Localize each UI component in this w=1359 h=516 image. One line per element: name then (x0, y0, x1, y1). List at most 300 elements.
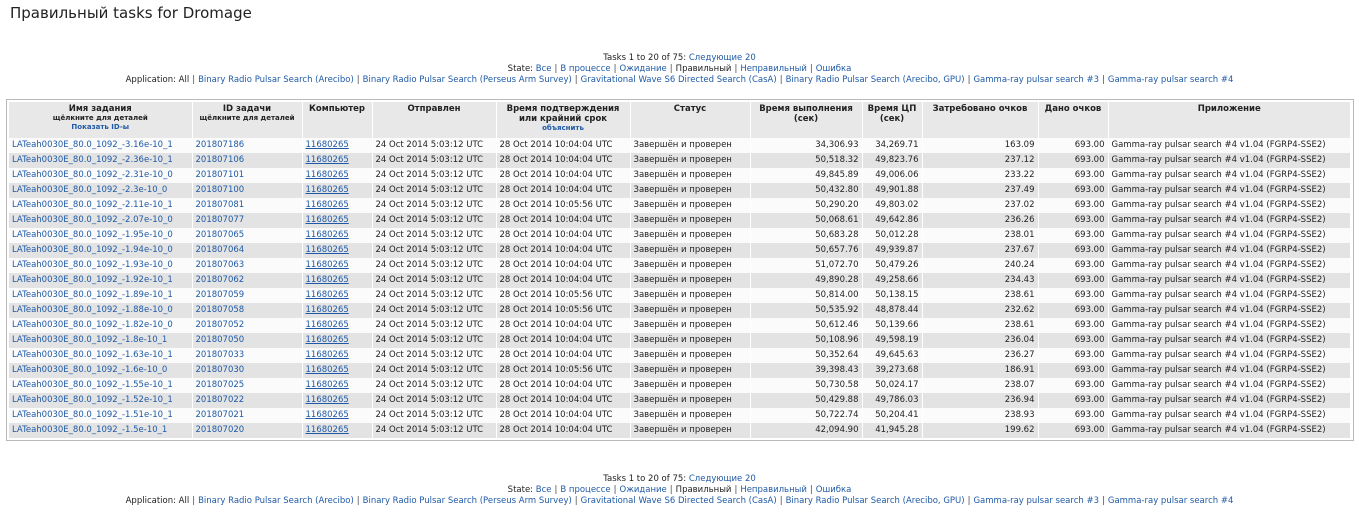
cell-deadline-time: 28 Oct 2014 10:04:04 UTC (496, 348, 630, 363)
separator: | (967, 75, 971, 85)
cell-granted-credit: 693.00 (1038, 138, 1108, 153)
app-filter-3-link[interactable]: Gravitational Wave S6 Directed Search (CasA) (580, 496, 777, 506)
cell-task-name-link[interactable] (9, 228, 192, 243)
cell-cpu-time: 50,479.26 (862, 258, 922, 273)
task-id-link[interactable]: 201807106 (195, 155, 245, 165)
cell-deadline-time: 28 Oct 2014 10:05:56 UTC (496, 198, 630, 213)
cell-application-name: Gamma-ray pulsar search #4 v1.04 (FGRP4-SSE2) (1108, 318, 1351, 333)
cell-run-time: 39,398.43 (750, 363, 862, 378)
cell-sent-time: 24 Oct 2014 5:03:12 UTC (372, 258, 496, 273)
cell-claimed-credit: 199.62 (922, 423, 1038, 438)
cell-computer-link[interactable] (302, 198, 372, 213)
cell-granted-credit: 693.00 (1038, 243, 1108, 258)
cell-sent-time: 24 Oct 2014 5:03:12 UTC (372, 228, 496, 243)
app-filter-1-link[interactable]: Binary Radio Pulsar Search (Arecibo) (198, 496, 354, 506)
app-filter-2-link[interactable]: Binary Radio Pulsar Search (Perseus Arm Survey) (362, 75, 572, 85)
task-id-link[interactable]: 201807059 (195, 290, 245, 300)
cell-sent-time: 24 Oct 2014 5:03:12 UTC (372, 303, 496, 318)
cell-sent-time: 24 Oct 2014 5:03:12 UTC (372, 138, 496, 153)
cell-task-id-link[interactable] (192, 168, 302, 183)
cell-computer-link[interactable] (302, 348, 372, 363)
cell-sent-time: 24 Oct 2014 5:03:12 UTC (372, 183, 496, 198)
table-row (9, 153, 1351, 168)
cell-task-name-link[interactable] (9, 333, 192, 348)
separator: | (356, 75, 360, 85)
state-filter-0-link[interactable]: Все (535, 485, 552, 495)
app-filter-2-link[interactable]: Binary Radio Pulsar Search (Perseus Arm Survey) (362, 496, 572, 506)
cell-sent-time: 24 Oct 2014 5:03:12 UTC (372, 348, 496, 363)
next-page-link[interactable]: Следующие 20 (688, 53, 756, 63)
computer-link[interactable]: 11680265 (305, 350, 349, 360)
cell-task-id-link[interactable] (192, 213, 302, 228)
cell-sent-time: 24 Oct 2014 5:03:12 UTC (372, 273, 496, 288)
computer-link[interactable]: 11680265 (305, 320, 349, 330)
cell-task-id-link[interactable] (192, 258, 302, 273)
cell-task-name-link[interactable] (9, 408, 192, 423)
state-filter-2-link[interactable]: Ожидание (619, 485, 667, 495)
state-filter-4-link[interactable]: Неправильный (740, 64, 807, 74)
cell-status-text: Завершён и проверен (630, 393, 750, 408)
computer-link[interactable]: 11680265 (305, 380, 349, 390)
cell-task-name-link[interactable] (9, 423, 192, 438)
cell-claimed-credit: 186.91 (922, 363, 1038, 378)
col-task-id-hint: щёлкните для деталей (199, 114, 295, 122)
cell-task-name-link[interactable] (9, 318, 192, 333)
cell-task-name-link[interactable] (9, 153, 192, 168)
cell-computer-link[interactable] (302, 153, 372, 168)
cell-task-name-link[interactable] (9, 348, 192, 363)
task-name-link[interactable]: LATeah0030E_80.0_1092_-2.31e-10_0 (12, 170, 173, 180)
task-name-link[interactable]: LATeah0030E_80.0_1092_-1.82e-10_0 (12, 320, 173, 330)
cell-task-name-link[interactable] (9, 363, 192, 378)
cell-cpu-time: 49,901.88 (862, 183, 922, 198)
app-filter-6-link[interactable]: Gamma-ray pulsar search #4 (1107, 75, 1234, 85)
cell-run-time: 50,429.88 (750, 393, 862, 408)
cell-deadline-time: 28 Oct 2014 10:04:04 UTC (496, 168, 630, 183)
separator: | (967, 496, 971, 506)
cell-task-name-link[interactable] (9, 168, 192, 183)
cell-application-name: Gamma-ray pulsar search #4 v1.04 (FGRP4-SSE2) (1108, 243, 1351, 258)
cell-granted-credit: 693.00 (1038, 393, 1108, 408)
cell-application-name: Gamma-ray pulsar search #4 v1.04 (FGRP4-SSE2) (1108, 288, 1351, 303)
state-filter-1-link[interactable]: В процессе (560, 485, 611, 495)
cell-task-id-link[interactable] (192, 303, 302, 318)
cell-status-text: Завершён и проверен (630, 333, 750, 348)
cell-sent-time: 24 Oct 2014 5:03:12 UTC (372, 408, 496, 423)
cell-granted-credit: 693.00 (1038, 183, 1108, 198)
cell-computer-link[interactable] (302, 243, 372, 258)
separator: | (613, 485, 617, 495)
tasks-table-container (6, 99, 1354, 441)
cell-cpu-time: 41,945.28 (862, 423, 922, 438)
cell-claimed-credit: 237.12 (922, 153, 1038, 168)
task-name-link[interactable]: LATeah0030E_80.0_1092_-1.6e-10_0 (12, 365, 168, 375)
app-filter-6-link[interactable]: Gamma-ray pulsar search #4 (1107, 496, 1234, 506)
cell-task-id-link[interactable] (192, 198, 302, 213)
computer-link[interactable]: 11680265 (305, 395, 349, 405)
cell-task-id-link[interactable] (192, 273, 302, 288)
task-id-link[interactable]: 201807022 (195, 395, 245, 405)
task-name-link[interactable]: LATeah0030E_80.0_1092_-2.3e-10_0 (12, 185, 168, 195)
cell-computer-link[interactable] (302, 333, 372, 348)
cell-computer-link[interactable] (302, 183, 372, 198)
task-id-link[interactable]: 201807020 (195, 425, 245, 435)
cell-run-time: 49,845.89 (750, 168, 862, 183)
task-id-link[interactable]: 201807101 (195, 170, 245, 180)
cell-deadline-time: 28 Oct 2014 10:04:04 UTC (496, 243, 630, 258)
state-filter-0-link[interactable]: Все (535, 64, 552, 74)
cell-claimed-credit: 238.61 (922, 288, 1038, 303)
task-name-link[interactable]: LATeah0030E_80.0_1092_-1.93e-10_0 (12, 260, 173, 270)
pagination-nav-top (0, 53, 1359, 86)
cell-cpu-time: 50,024.17 (862, 378, 922, 393)
cell-cpu-time: 34,269.71 (862, 138, 922, 153)
cell-sent-time: 24 Oct 2014 5:03:12 UTC (372, 363, 496, 378)
app-filter-1-link[interactable]: Binary Radio Pulsar Search (Arecibo) (198, 75, 354, 85)
task-id-link[interactable]: 201807050 (195, 335, 245, 345)
cell-cpu-time: 49,258.66 (862, 273, 922, 288)
cell-task-id-link[interactable] (192, 228, 302, 243)
cell-computer-link[interactable] (302, 228, 372, 243)
cell-sent-time: 24 Oct 2014 5:03:12 UTC (372, 198, 496, 213)
cell-computer-link[interactable] (302, 138, 372, 153)
state-filter-1-link[interactable]: В процессе (560, 64, 611, 74)
task-name-link[interactable]: LATeah0030E_80.0_1092_-1.92e-10_1 (12, 275, 173, 285)
page-title: Правильный tasks for Dromage (10, 4, 252, 22)
computer-link[interactable]: 11680265 (305, 185, 349, 195)
separator: | (192, 75, 196, 85)
cell-computer-link[interactable] (302, 213, 372, 228)
task-id-link[interactable]: 201807063 (195, 260, 245, 270)
cell-computer-link[interactable] (302, 288, 372, 303)
computer-link[interactable]: 11680265 (305, 410, 349, 420)
cell-cpu-time: 49,823.76 (862, 153, 922, 168)
cell-cpu-time: 49,786.03 (862, 393, 922, 408)
cell-application-name: Gamma-ray pulsar search #4 v1.04 (FGRP4-SSE2) (1108, 393, 1351, 408)
cell-computer-link[interactable] (302, 393, 372, 408)
task-id-link[interactable]: 201807058 (195, 305, 245, 315)
cell-claimed-credit: 236.26 (922, 213, 1038, 228)
cell-application-name: Gamma-ray pulsar search #4 v1.04 (FGRP4-SSE2) (1108, 273, 1351, 288)
cell-sent-time: 24 Oct 2014 5:03:12 UTC (372, 153, 496, 168)
cell-task-id-link[interactable] (192, 153, 302, 168)
cell-run-time: 50,535.92 (750, 303, 862, 318)
cell-task-name-link[interactable] (9, 258, 192, 273)
computer-link[interactable]: 11680265 (305, 335, 349, 345)
cell-computer-link[interactable] (302, 363, 372, 378)
separator: | (554, 485, 558, 495)
task-id-link[interactable]: 201807021 (195, 410, 245, 420)
show-ids-link[interactable]: Показать ID-ы (71, 123, 130, 131)
cell-computer-link[interactable] (302, 168, 372, 183)
cell-task-name-link[interactable] (9, 183, 192, 198)
state-filter-3-current: Правильный (675, 64, 732, 74)
separator: | (554, 64, 558, 74)
cell-application-name: Gamma-ray pulsar search #4 v1.04 (FGRP4-SSE2) (1108, 408, 1351, 423)
task-name-link[interactable]: LATeah0030E_80.0_1092_-1.55e-10_1 (12, 380, 173, 390)
cell-run-time: 34,306.93 (750, 138, 862, 153)
cell-task-id-link[interactable] (192, 183, 302, 198)
cell-sent-time: 24 Oct 2014 5:03:12 UTC (372, 393, 496, 408)
app-filter-5-link[interactable]: Gamma-ray pulsar search #3 (973, 496, 1099, 506)
cell-claimed-credit: 237.67 (922, 243, 1038, 258)
task-name-link[interactable]: LATeah0030E_80.0_1092_-1.89e-10_1 (12, 290, 173, 300)
task-id-link[interactable]: 201807033 (195, 350, 245, 360)
cell-task-id-link[interactable] (192, 288, 302, 303)
task-name-link[interactable]: LATeah0030E_80.0_1092_-1.52e-10_1 (12, 395, 173, 405)
cell-task-name-link[interactable] (9, 288, 192, 303)
col-computer: Компьютер (302, 102, 372, 138)
cell-deadline-time: 28 Oct 2014 10:04:04 UTC (496, 153, 630, 168)
cell-deadline-time: 28 Oct 2014 10:05:56 UTC (496, 363, 630, 378)
state-filter-list (536, 64, 852, 74)
computer-link[interactable]: 11680265 (305, 140, 349, 150)
cell-granted-credit: 693.00 (1038, 168, 1108, 183)
state-label: State: (507, 64, 534, 74)
task-name-link[interactable]: LATeah0030E_80.0_1092_-1.95e-10_0 (12, 230, 173, 240)
cell-status-text: Завершён и проверен (630, 378, 750, 393)
cell-run-time: 50,068.61 (750, 213, 862, 228)
cell-application-name: Gamma-ray pulsar search #4 v1.04 (FGRP4-SSE2) (1108, 378, 1351, 393)
separator: | (356, 496, 360, 506)
cell-granted-credit: 693.00 (1038, 228, 1108, 243)
table-row (9, 168, 1351, 183)
cell-task-name-link[interactable] (9, 138, 192, 153)
col-task-name (9, 102, 192, 138)
state-filter-5-link[interactable]: Ошибка (815, 64, 852, 74)
task-name-link[interactable]: LATeah0030E_80.0_1092_-2.36e-10_1 (12, 155, 173, 165)
cell-application-name: Gamma-ray pulsar search #4 v1.04 (FGRP4-SSE2) (1108, 423, 1351, 438)
task-name-link[interactable]: LATeah0030E_80.0_1092_-2.07e-10_0 (12, 215, 173, 225)
cell-run-time: 50,352.64 (750, 348, 862, 363)
table-row (9, 333, 1351, 348)
cell-application-name: Gamma-ray pulsar search #4 v1.04 (FGRP4-SSE2) (1108, 258, 1351, 273)
task-id-link[interactable]: 201807100 (195, 185, 245, 195)
cell-task-name-link[interactable] (9, 378, 192, 393)
cell-run-time: 51,072.70 (750, 258, 862, 273)
cell-cpu-time: 50,204.41 (862, 408, 922, 423)
cell-status-text: Завершён и проверен (630, 363, 750, 378)
task-name-link[interactable]: LATeah0030E_80.0_1092_-3.16e-10_1 (12, 140, 173, 150)
cell-deadline-time: 28 Oct 2014 10:04:04 UTC (496, 183, 630, 198)
cell-computer-link[interactable] (302, 423, 372, 438)
task-name-link[interactable]: LATeah0030E_80.0_1092_-2.11e-10_1 (12, 200, 173, 210)
cell-status-text: Завершён и проверен (630, 153, 750, 168)
state-filter-2-link[interactable]: Ожидание (619, 64, 667, 74)
cell-application-name: Gamma-ray pulsar search #4 v1.04 (FGRP4-SSE2) (1108, 198, 1351, 213)
cell-status-text: Завершён и проверен (630, 213, 750, 228)
cell-computer-link[interactable] (302, 273, 372, 288)
state-filter (0, 485, 1359, 496)
state-filter-4-link[interactable]: Неправильный (740, 485, 807, 495)
cell-cpu-time: 50,139.66 (862, 318, 922, 333)
cell-application-name: Gamma-ray pulsar search #4 v1.04 (FGRP4-SSE2) (1108, 213, 1351, 228)
cell-deadline-time: 28 Oct 2014 10:04:04 UTC (496, 138, 630, 153)
cell-task-id-link[interactable] (192, 318, 302, 333)
col-task-name-label: Имя задания (68, 104, 132, 114)
cell-computer-link[interactable] (302, 258, 372, 273)
cell-claimed-credit: 240.24 (922, 258, 1038, 273)
cell-deadline-time: 28 Oct 2014 10:04:04 UTC (496, 393, 630, 408)
app-filter-4-link[interactable]: Binary Radio Pulsar Search (Arecibo, GPU) (785, 75, 965, 85)
cell-cpu-time: 49,642.86 (862, 213, 922, 228)
separator: | (1101, 75, 1105, 85)
cell-task-name-link[interactable] (9, 303, 192, 318)
cell-run-time: 50,683.28 (750, 228, 862, 243)
table-row (9, 183, 1351, 198)
cell-application-name: Gamma-ray pulsar search #4 v1.04 (FGRP4-SSE2) (1108, 138, 1351, 153)
task-name-link[interactable]: LATeah0030E_80.0_1092_-1.94e-10_0 (12, 245, 173, 255)
cell-computer-link[interactable] (302, 303, 372, 318)
table-row (9, 378, 1351, 393)
cell-run-time: 50,612.46 (750, 318, 862, 333)
cell-granted-credit: 693.00 (1038, 258, 1108, 273)
cell-run-time: 50,730.58 (750, 378, 862, 393)
cell-task-id-link[interactable] (192, 393, 302, 408)
cell-task-name-link[interactable] (9, 198, 192, 213)
col-deadline (496, 102, 630, 138)
cell-status-text: Завершён и проверен (630, 423, 750, 438)
task-name-link[interactable]: LATeah0030E_80.0_1092_-1.63e-10_1 (12, 350, 173, 360)
next-page-link[interactable]: Следующие 20 (688, 474, 756, 484)
cell-run-time: 50,108.96 (750, 333, 862, 348)
cell-deadline-time: 28 Oct 2014 10:04:04 UTC (496, 408, 630, 423)
cell-cpu-time: 49,803.02 (862, 198, 922, 213)
cell-claimed-credit: 236.27 (922, 348, 1038, 363)
col-claimed-credit: Затребовано очков (922, 102, 1038, 138)
cell-claimed-credit: 232.62 (922, 303, 1038, 318)
cell-claimed-credit: 237.49 (922, 183, 1038, 198)
cell-status-text: Завершён и проверен (630, 228, 750, 243)
task-id-link[interactable]: 201807077 (195, 215, 245, 225)
cell-deadline-time: 28 Oct 2014 10:04:04 UTC (496, 258, 630, 273)
computer-link[interactable]: 11680265 (305, 275, 349, 285)
computer-link[interactable]: 11680265 (305, 170, 349, 180)
cell-claimed-credit: 238.07 (922, 378, 1038, 393)
pagination-nav-bottom (0, 474, 1359, 507)
computer-link[interactable]: 11680265 (305, 290, 349, 300)
cell-granted-credit: 693.00 (1038, 153, 1108, 168)
computer-link[interactable]: 11680265 (305, 200, 349, 210)
task-id-link[interactable]: 201807065 (195, 230, 245, 240)
table-row (9, 303, 1351, 318)
app-filter-5-link[interactable]: Gamma-ray pulsar search #3 (973, 75, 1099, 85)
app-filter-3-link[interactable]: Gravitational Wave S6 Directed Search (CasA) (580, 75, 777, 85)
task-id-link[interactable]: 201807025 (195, 380, 245, 390)
cell-status-text: Завершён и проверен (630, 243, 750, 258)
cell-task-id-link[interactable] (192, 408, 302, 423)
cell-task-id-link[interactable] (192, 243, 302, 258)
separator: | (1101, 496, 1105, 506)
task-name-link[interactable]: LATeah0030E_80.0_1092_-1.5e-10_1 (12, 425, 168, 435)
separator: | (809, 485, 813, 495)
cell-granted-credit: 693.00 (1038, 363, 1108, 378)
table-row (9, 423, 1351, 438)
task-id-link[interactable]: 201807062 (195, 275, 245, 285)
cell-cpu-time: 48,878.44 (862, 303, 922, 318)
computer-link[interactable]: 11680265 (305, 425, 349, 435)
tasks-table-body (9, 138, 1351, 438)
col-task-id-label: ID задачи (222, 104, 272, 114)
application-filter (0, 75, 1359, 86)
computer-link[interactable]: 11680265 (305, 365, 349, 375)
cell-run-time: 49,890.28 (750, 273, 862, 288)
application-label: Application: (125, 496, 176, 506)
cell-status-text: Завершён и проверен (630, 183, 750, 198)
cell-computer-link[interactable] (302, 318, 372, 333)
cell-cpu-time: 39,273.68 (862, 363, 922, 378)
computer-link[interactable]: 11680265 (305, 260, 349, 270)
state-filter-5-link[interactable]: Ошибка (815, 485, 852, 495)
cell-status-text: Завершён и проверен (630, 408, 750, 423)
cell-deadline-time: 28 Oct 2014 10:05:56 UTC (496, 288, 630, 303)
task-id-link[interactable]: 201807186 (195, 140, 245, 150)
col-sent: Отправлен (372, 102, 496, 138)
cell-application-name: Gamma-ray pulsar search #4 v1.04 (FGRP4-SSE2) (1108, 348, 1351, 363)
table-row (9, 258, 1351, 273)
cell-status-text: Завершён и проверен (630, 273, 750, 288)
application-filter-list (179, 496, 1234, 506)
cell-task-id-link[interactable] (192, 348, 302, 363)
app-filter-0-current: All (178, 496, 190, 506)
cell-task-id-link[interactable] (192, 423, 302, 438)
task-name-link[interactable]: LATeah0030E_80.0_1092_-1.51e-10_1 (12, 410, 173, 420)
separator: | (809, 64, 813, 74)
cell-task-name-link[interactable] (9, 213, 192, 228)
cell-status-text: Завершён и проверен (630, 138, 750, 153)
cell-claimed-credit: 238.01 (922, 228, 1038, 243)
computer-link[interactable]: 11680265 (305, 245, 349, 255)
cell-computer-link[interactable] (302, 408, 372, 423)
computer-link[interactable]: 11680265 (305, 305, 349, 315)
cell-task-id-link[interactable] (192, 138, 302, 153)
task-id-link[interactable]: 201807081 (195, 200, 245, 210)
cell-task-id-link[interactable] (192, 363, 302, 378)
computer-link[interactable]: 11680265 (305, 230, 349, 240)
task-id-link[interactable]: 201807030 (195, 365, 245, 375)
col-granted-credit: Дано очков (1038, 102, 1108, 138)
task-name-link[interactable]: LATeah0030E_80.0_1092_-1.8e-10_1 (12, 335, 168, 345)
cell-claimed-credit: 233.22 (922, 168, 1038, 183)
computer-link[interactable]: 11680265 (305, 215, 349, 225)
cell-status-text: Завершён и проверен (630, 318, 750, 333)
explain-link[interactable]: объяснить (542, 124, 584, 132)
cell-cpu-time: 49,006.06 (862, 168, 922, 183)
col-status: Статус (630, 102, 750, 138)
cell-status-text: Завершён и проверен (630, 348, 750, 363)
tasks-count-text: Tasks 1 to 20 of 75: (603, 53, 687, 63)
cell-computer-link[interactable] (302, 378, 372, 393)
task-name-link[interactable]: LATeah0030E_80.0_1092_-1.88e-10_0 (12, 305, 173, 315)
cell-granted-credit: 693.00 (1038, 318, 1108, 333)
cell-cpu-time: 49,598.19 (862, 333, 922, 348)
cell-task-name-link[interactable] (9, 243, 192, 258)
application-filter-list (179, 75, 1234, 85)
application-filter (0, 496, 1359, 507)
cell-task-id-link[interactable] (192, 378, 302, 393)
table-row (9, 228, 1351, 243)
computer-link[interactable]: 11680265 (305, 155, 349, 165)
separator: | (613, 64, 617, 74)
task-id-link[interactable]: 201807064 (195, 245, 245, 255)
task-id-link[interactable]: 201807052 (195, 320, 245, 330)
cell-task-id-link[interactable] (192, 333, 302, 348)
app-filter-4-link[interactable]: Binary Radio Pulsar Search (Arecibo, GPU) (785, 496, 965, 506)
cell-application-name: Gamma-ray pulsar search #4 v1.04 (FGRP4-SSE2) (1108, 153, 1351, 168)
cell-task-name-link[interactable] (9, 273, 192, 288)
separator: | (669, 64, 673, 74)
cell-task-name-link[interactable] (9, 393, 192, 408)
